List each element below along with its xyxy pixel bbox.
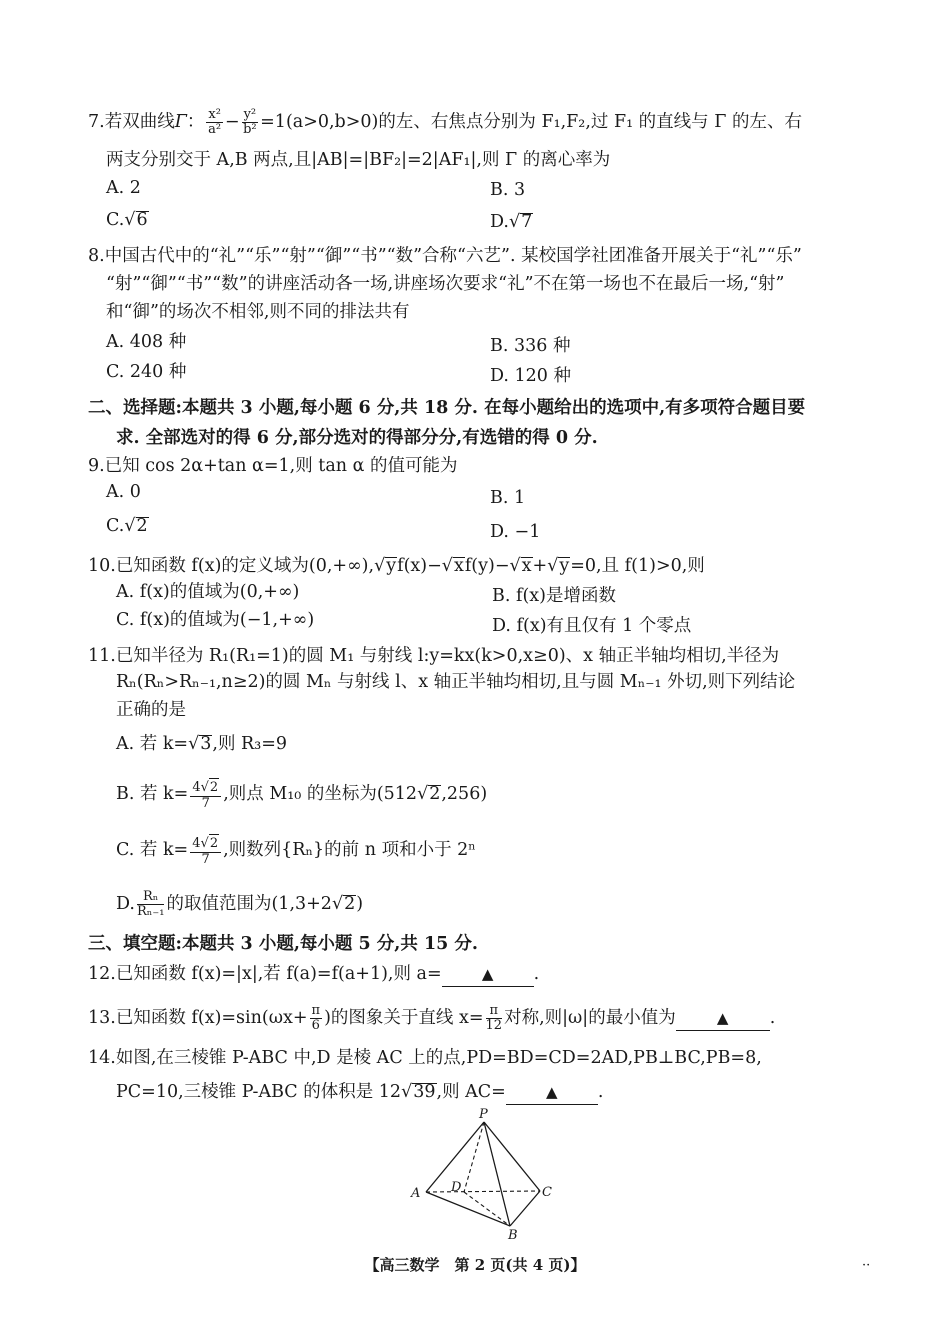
q13-blank-marker: ▲ [716,1009,729,1027]
edge-ab [426,1192,510,1226]
q8-option-b: B. 336 种 [490,336,571,356]
q9-option-c-value: 2 [136,516,148,536]
q13-stem-c: 对称,则|ω|的最小值为 [504,1008,676,1028]
q9-option-b: B. 1 [490,488,526,508]
q8-option-d: D. 120 种 [490,366,571,386]
q10-stem-b: f(x)− [397,556,442,576]
q10-sqrt-y1: y [386,556,397,576]
q14-blank-marker: ▲ [546,1083,558,1101]
q13-frac1-num: π [311,1003,321,1018]
page-footer: 【高三数学 第 2 页(共 4 页)】 [364,1256,586,1274]
q7-frac-y-num: y² [243,107,257,122]
q11-option-b: B. 若 k= $\frac{4√2}{7}$ ,则点 M₁₀ 的坐标为(512√2,256) [116,780,488,811]
q12-stem [88,962,539,987]
edge-pd-hidden [464,1122,484,1192]
q9-option-c: C.√2 [106,516,148,536]
q7-stem-line2: 两支分别交于 A,B 两点,且|AB|=|BF₂|=2|AF₁|,则 Γ 的离心率为 [106,150,611,170]
q7-frac-x-num: x² [208,107,221,122]
q13-stem-b: )的图象关于直线 x= [324,1008,484,1028]
q11-option-b-sqrt: 2 [429,784,441,804]
q11-stem-line3: 正确的是 [116,700,186,720]
q11-option-c-frac-num: 4√2 [190,834,221,853]
q10-stem-e: =0,且 f(1)>0,则 [570,556,705,576]
q8-option-a: A. 408 种 [106,332,187,352]
q10-option-d: D. f(x)有且仅有 1 个零点 [492,616,692,636]
q14-line2-b: ,则 AC= [436,1082,506,1102]
q13-frac2-num: π [486,1004,503,1019]
q11-option-d-post: ) [356,894,364,914]
label-d: D [451,1180,462,1195]
section3-heading: 三、填空题:本题共 3 小题,每小题 5 分,共 15 分. [88,934,478,954]
q8-option-c: C. 240 种 [106,362,187,382]
edge-ac-hidden [426,1191,540,1192]
q9-option-a: A. 0 [106,482,141,502]
q7-option-c-value: 6 [136,210,148,230]
q7-option-c: C.√6 [106,210,148,230]
q14-line2-sqrt: 39 [413,1082,436,1102]
q10-stem-d: + [532,556,548,576]
label-p: P [479,1107,488,1122]
q11-option-c-post: ,则数列{Rₙ}的前 n 项和小于 2ⁿ [223,840,476,860]
q12-end: . [533,964,540,984]
q13-answer-blank [676,1006,770,1031]
q14-stem-line1: 14.如图,在三棱锥 P-ABC 中,D 是棱 AC 上的点,PD=BD=CD=2AD,PB⊥BC,PB=8, [88,1048,762,1068]
q11-option-b-pre: B. 若 k= [116,784,189,804]
q11-option-c [116,834,476,867]
edge-bc [510,1191,540,1226]
q7-option-d-label: D. [490,212,509,232]
q11-option-a: A. 若 k=√3,则 R₃=9 [116,734,288,754]
q11-option-d-frac-num: Rₙ [137,890,165,905]
q10-stem: 10.已知函数 f(x)的定义域为(0,+∞),√yf(x)−√xf(y)−√x+√y=0,且 f(1)>0,则 [88,556,705,576]
q11-option-b-mid: ,则点 M₁₀ 的坐标为(512 [223,784,418,804]
q13-frac-pi-12 [486,1004,503,1033]
q10-stem-a: 10.已知函数 f(x)的定义域为(0,+∞), [88,556,375,576]
q7-curve-name: Γ [174,112,187,132]
q7-option-d: D.√7 [490,212,533,232]
q11-option-b-num-sqrt: 2 [209,780,219,795]
q7-frac-y [242,108,259,137]
q7-frac-x [206,108,223,137]
q11-option-d-frac-den: Rₙ₋₁ [136,904,165,919]
q9-stem: 9.已知 cos 2α+tan α=1,则 tan α 的值可能为 [88,456,458,476]
q7-frac-y-den: b² [243,122,257,137]
q7-eq-lead: ： [186,112,205,132]
q11-option-c-frac [190,834,221,867]
q11-option-d-frac [137,890,165,919]
label-a: A [411,1186,421,1201]
q11-option-b-frac-den: 7 [201,796,210,811]
q11-option-c-num-coef: 4 [192,836,201,851]
footer-mark: ·· [862,1258,871,1273]
q10-sqrt-y2: y [559,556,570,576]
q8-stem-line2: “射”“御”“书”“数”的讲座活动各一场,讲座场次要求“礼”不在第一场也不在最后一场,“射” [106,274,785,294]
q12-blank-marker: ▲ [481,965,494,983]
q14-end: . [597,1082,604,1102]
q11-option-c-num-sqrt: 2 [209,836,219,851]
q13-stem-a: 13.已知函数 f(x)=sin(ωx+ [88,1008,308,1028]
section2-heading-line2: 求. 全部选对的得 6 分,部分选对的得部分分,有选错的得 0 分. [116,428,598,448]
q11-option-b-num-coef: 4 [192,780,201,795]
q7-stem-rest: =1(a>0,b>0)的左、右焦点分别为 F₁,F₂,过 F₁ 的直线与 Γ 的左、右 [260,112,802,132]
label-b: B [508,1228,518,1242]
q11-option-d: D. $\frac{\text{Rₙ}}{\text{Rₙ₋₁}}$ 的取值范围为(1,3+2√2) [116,889,364,919]
q11-stem-line1: 11.已知半径为 R₁(R₁=1)的圆 M₁ 与射线 l:y=kx(k>0,x≥0)、x 轴正半轴均相切,半径为 [88,646,780,666]
q11-option-b-post: ,256) [441,784,488,804]
q11-stem-line2: Rₙ(Rₙ>Rₙ₋₁,n≥2)的圆 Mₙ 与射线 l、x 轴正半轴均相切,且与圆 Mₙ₋₁ 外切,则下列结论 [116,672,796,692]
label-c: C [542,1185,552,1200]
q11-option-b-frac-num: 4√2 [190,778,221,797]
q11-option-c-pre: C. 若 k= [116,840,189,860]
q8-stem-line1: 8.中国古代中的“礼”“乐”“射”“御”“书”“数”合称“六艺”. 某校国学社团准备开展关于“礼”“乐” [88,246,802,266]
q11-option-b-frac [190,778,221,811]
q13-frac2-den: 12 [485,1018,503,1033]
q10-option-a: A. f(x)的值域为(0,+∞) [116,582,300,602]
q10-sqrt-x1: x [453,556,464,576]
pyramid-figure [400,1102,570,1242]
q11-option-a-post: ,则 R₃=9 [212,734,288,754]
q13-frac1-den: 6 [311,1018,320,1033]
q7-option-b: B. 3 [490,180,526,200]
q9-option-c-label: C. [106,516,125,536]
q10-sqrt-x2: x [521,556,532,576]
q7-option-a: A. 2 [106,178,141,198]
q7-frac-x-den: a² [208,122,222,137]
q11-option-d-mid: 的取值范围为(1,3+2 [166,894,332,914]
q14-line2-a: PC=10,三棱锥 P-ABC 的体积是 12 [116,1082,402,1102]
q11-option-a-pre: A. 若 k= [116,734,189,754]
q13-end: . [769,1008,776,1028]
q10-option-b: B. f(x)是增函数 [492,586,616,606]
q7-option-d-value: 7 [521,212,533,232]
q10-stem-c: f(y)− [464,556,510,576]
q10-option-c: C. f(x)的值域为(−1,+∞) [116,610,315,630]
q11-option-a-sqrt: 3 [200,734,212,754]
section2-heading-line1: 二、选择题:本题共 3 小题,每小题 6 分,共 18 分. 在每小题给出的选项中,有多项符合题目要 [88,398,806,418]
q7-prefix: 7.若双曲线 [88,112,175,132]
q7-eq-minus: − [224,112,240,132]
q11-option-d-sqrt: 2 [344,894,356,914]
q13-frac-pi-6 [310,1004,323,1033]
q9-option-d: D. −1 [490,522,541,542]
q7-option-c-label: C. [106,210,125,230]
q14-stem-line2: PC=10,三棱锥 P-ABC 的体积是 12√39,则 AC= ▲ . [116,1080,603,1105]
q13-stem [88,1004,775,1033]
q7-stem-line1 [88,108,802,137]
q11-option-d-label: D. [116,894,135,914]
q12-stem-text: 12.已知函数 f(x)=|x|,若 f(a)=f(a+1),则 a= [88,964,442,984]
q12-answer-blank [442,962,534,987]
q8-stem-line3: 和“御”的场次不相邻,则不同的排法共有 [106,302,410,322]
q11-option-c-frac-den: 7 [201,852,210,867]
